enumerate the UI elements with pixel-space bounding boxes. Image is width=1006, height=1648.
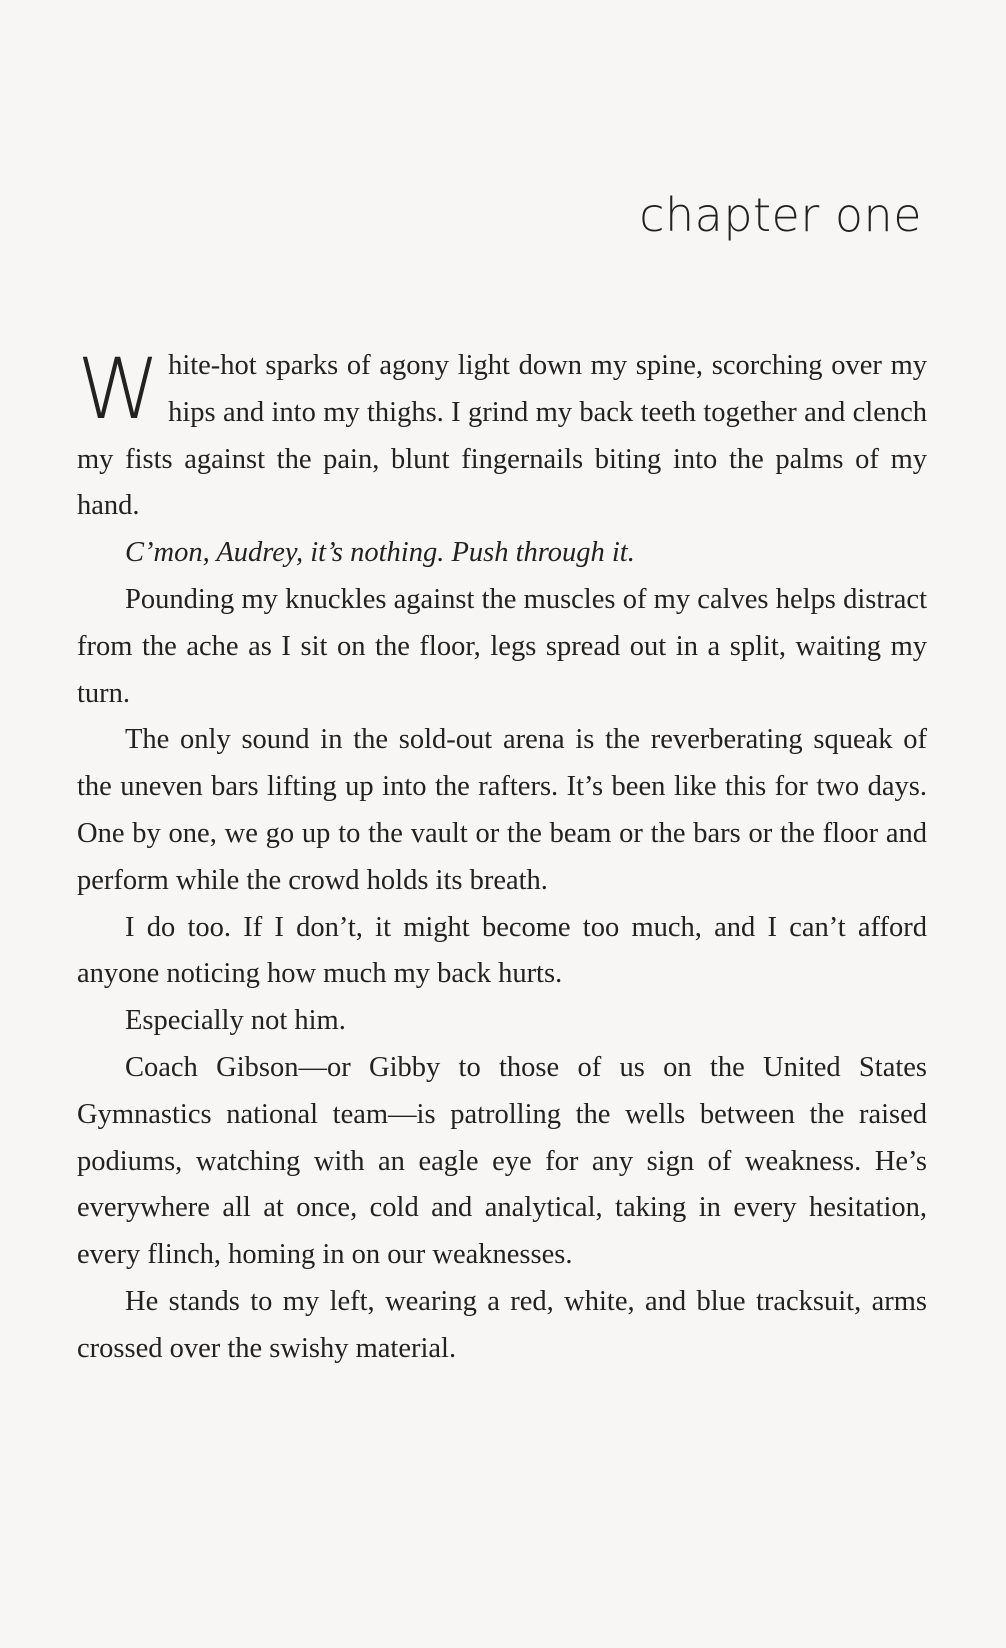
paragraph-7: Coach Gibson—or Gibby to those of us on the United States Gymnastics national team—is patrolling the wells between the raised podiums, watching with an eagle eye for any sign of weakness. He’s everywhere all at once, cold and analytical, taking in every hesitation, every flinch, homing in on our weaknesses. [77,1051,927,1271]
paragraph-3: Pounding my knuckles against the muscles of my calves helps distract from the ache as I sit on the floor, legs spread out in a split, waiting my turn. [77,583,927,709]
paragraph-6: Especially not him. [125,1005,346,1037]
paragraph-2: C’mon, Audrey, it’s nothing. Push through it. [125,537,635,569]
paragraph-4: The only sound in the sold-out arena is the reverberating squeak of the uneven bars lifting up into the rafters. It’s been like this for two days. One by one, we go up to the vault or the beam or the bars or the floor and perform while the crowd holds its breath. [77,724,927,896]
chapter-title: chapter one [639,188,922,242]
paragraph-1 [77,340,927,530]
paragraph-5: I do too. If I don’t, it might become too much, and I can’t afford anyone noticing how much my back hurts. [77,911,927,990]
drop-cap: W [77,340,161,438]
paragraph-8: He stands to my left, wearing a red, white, and blue tracksuit, arms crossed over the swishy material. [77,1285,927,1364]
paragraph-text: hite-hot sparks of agony light down my spine, scorching over my hips and into my thighs. I grind my back teeth together and clench my fists against the pain, blunt fingernails biting into the palms of my hand. [77,350,927,522]
chapter-body [77,340,927,1373]
